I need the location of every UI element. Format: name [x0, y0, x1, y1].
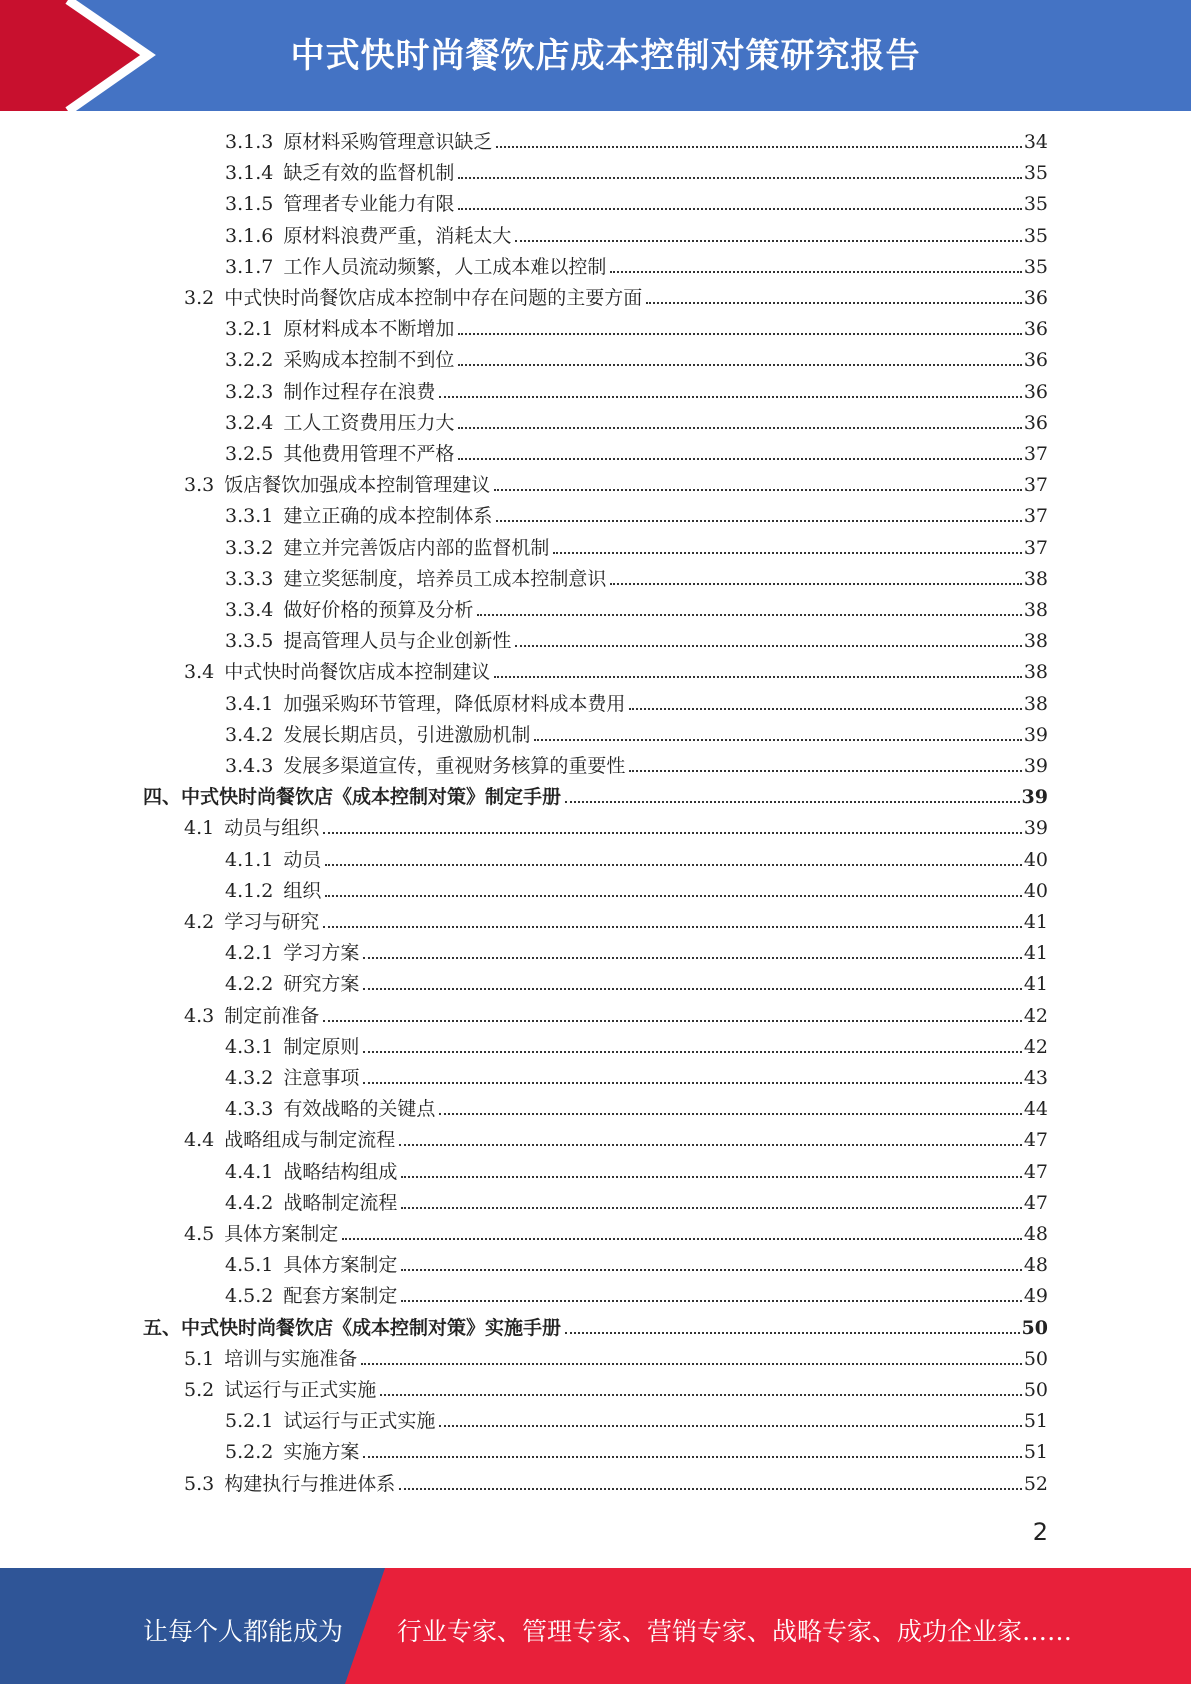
toc-entry-number: 4.3 [184, 1004, 215, 1027]
toc-entry-text: 制定原则 [283, 1035, 360, 1058]
toc-entry-title [225, 938, 359, 969]
toc-entry-page: 36 [1023, 349, 1048, 372]
toc-dot-leader [494, 676, 1022, 678]
toc-entry-text: 四、中式快时尚餐饮店《成本控制对策》制定手册 [143, 786, 562, 809]
toc-entry-title [225, 314, 454, 345]
toc-entry-number: 3.2.4 [225, 411, 274, 434]
report-title: 中式快时尚餐饮店成本控制对策研究报告 [290, 36, 921, 76]
toc-entry-page: 37 [1023, 474, 1048, 497]
toc-entry-number: 3.2 [184, 287, 215, 309]
toc-entry-text: 实施方案 [283, 1441, 360, 1464]
toc-entry[interactable] [225, 1188, 1048, 1219]
toc-entry-text: 原材料浪费严重，消耗太大 [283, 224, 512, 247]
toc-entry[interactable] [225, 314, 1048, 345]
toc-entry-page: 40 [1023, 879, 1048, 902]
toc-entry-number: 3.2.5 [225, 443, 274, 465]
toc-entry-text: 研究方案 [283, 973, 360, 996]
toc-entry[interactable] [225, 408, 1048, 439]
toc-entry-title [225, 252, 606, 283]
toc-entry-number: 3.2.3 [225, 380, 274, 403]
toc-entry[interactable] [184, 907, 1048, 938]
toc-entry[interactable] [184, 283, 1048, 314]
toc-entry-text: 饭店餐饮加强成本控制管理建议 [224, 474, 491, 497]
toc-entry-text: 采购成本控制不到位 [283, 349, 455, 372]
toc-entry-title [184, 1344, 357, 1375]
toc-dot-leader [363, 1082, 1021, 1084]
toc-dot-leader [458, 364, 1021, 366]
toc-entry-text: 动员 [283, 848, 322, 871]
toc-entry-page: 37 [1023, 536, 1048, 559]
toc-entry-text: 发展多渠道宣传，重视财务核算的重要性 [283, 755, 626, 777]
toc-entry-title [225, 439, 454, 470]
toc-entry-page: 43 [1023, 1067, 1048, 1089]
toc-entry-page: 36 [1023, 318, 1048, 341]
toc-entry-number: 4.1 [184, 817, 215, 840]
toc-entry[interactable] [225, 1032, 1048, 1063]
toc-entry-number: 4.4.1 [225, 1160, 274, 1183]
toc-entry-page: 39 [1023, 817, 1048, 840]
toc-entry-page: 38 [1023, 599, 1048, 621]
toc-dot-leader [325, 895, 1021, 897]
toc-entry-text: 制作过程存在浪费 [283, 380, 436, 403]
toc-entry-text: 培训与实施准备 [224, 1347, 358, 1370]
toc-entry[interactable] [225, 158, 1048, 189]
toc-entry-title [225, 1250, 397, 1281]
toc-entry-number: 5.1 [184, 1347, 215, 1370]
toc-entry-text: 原材料成本不断增加 [283, 318, 455, 341]
toc-entry-text: 工作人员流动频繁，人工成本难以控制 [283, 255, 607, 278]
toc-entry-number: 3.1.5 [225, 193, 274, 216]
toc-entry-page: 47 [1023, 1129, 1048, 1152]
toc-entry-title [225, 689, 625, 720]
toc-entry-number: 4.1.1 [225, 848, 274, 871]
toc-entry-text: 原材料采购管理意识缺乏 [283, 131, 493, 153]
toc-entry-number: 3.3.4 [225, 599, 274, 621]
toc-entry-page: 47 [1023, 1191, 1048, 1214]
toc-dot-leader [515, 645, 1021, 647]
toc-entry-page: 38 [1023, 630, 1048, 653]
toc-entry-page: 48 [1023, 1223, 1048, 1245]
toc-dot-leader [342, 1238, 1022, 1240]
toc-dot-leader [646, 302, 1022, 304]
page-header [0, 0, 1191, 111]
toc-entry[interactable] [225, 876, 1048, 907]
toc-entry-title [225, 595, 473, 626]
toc-entry-number: 4.5.2 [225, 1285, 274, 1308]
toc-entry-number: 3.4 [184, 661, 215, 684]
toc-entry-page: 41 [1023, 973, 1048, 996]
toc-dot-leader [399, 1488, 1022, 1490]
toc-entry[interactable] [225, 501, 1048, 532]
toc-dot-leader [363, 1051, 1021, 1053]
toc-entry[interactable] [143, 1313, 1048, 1344]
toc-entry-text: 战略组成与制定流程 [224, 1129, 396, 1152]
toc-entry-title [184, 470, 490, 501]
toc-entry-title [225, 1281, 397, 1312]
toc-dot-leader [439, 396, 1021, 398]
toc-entry-page: 48 [1023, 1254, 1048, 1277]
toc-entry-number: 4.2.1 [225, 942, 274, 965]
toc-entry-title [225, 845, 321, 876]
toc-entry[interactable] [225, 439, 1048, 470]
toc-entry-number: 3.3.2 [225, 536, 274, 559]
toc-entry-text: 工人工资费用压力大 [283, 411, 455, 434]
toc-entry-title [184, 1125, 395, 1156]
toc-entry-title [143, 1313, 561, 1344]
toc-dot-leader [629, 708, 1021, 710]
toc-entry-text: 中式快时尚餐饮店成本控制中存在问题的主要方面 [224, 287, 643, 309]
toc-entry-text: 学习方案 [283, 942, 360, 965]
toc-entry-number: 4.2 [184, 911, 215, 933]
toc-entry-number: 3.3.5 [225, 630, 274, 653]
toc-entry-number: 3.2.1 [225, 318, 274, 341]
toc-entry-page: 40 [1023, 848, 1048, 871]
toc-entry-page: 39 [1023, 723, 1048, 746]
toc-dot-leader [439, 1425, 1021, 1427]
toc-entry[interactable] [225, 626, 1048, 657]
toc-entry-title [225, 1063, 359, 1094]
toc-entry-title [225, 189, 454, 220]
toc-entry-page: 49 [1023, 1285, 1048, 1308]
toc-entry[interactable] [184, 657, 1048, 688]
toc-dot-leader [565, 1332, 1020, 1334]
toc-entry-page: 37 [1023, 505, 1048, 528]
toc-entry-page: 51 [1023, 1410, 1048, 1433]
toc-entry-text: 中式快时尚餐饮店成本控制建议 [224, 661, 491, 684]
toc-dot-leader [458, 333, 1021, 335]
toc-entry[interactable] [184, 813, 1048, 844]
toc-entry-text: 建立并完善饭店内部的监督机制 [283, 536, 550, 559]
toc-entry-text: 配套方案制定 [283, 1285, 398, 1308]
toc-entry-title [225, 969, 359, 1000]
toc-entry-text: 有效战略的关键点 [283, 1098, 436, 1121]
toc-entry-page: 38 [1023, 567, 1048, 590]
toc-entry[interactable] [225, 1250, 1048, 1281]
toc-entry[interactable] [225, 189, 1048, 220]
toc-entry-page: 38 [1023, 661, 1048, 684]
toc-entry-page: 47 [1023, 1160, 1048, 1183]
toc-entry-page: 36 [1023, 380, 1048, 403]
toc-dot-leader [553, 552, 1021, 554]
toc-entry[interactable] [225, 720, 1048, 751]
toc-entry-text: 具体方案制定 [224, 1223, 339, 1245]
toc-entry-page: 35 [1023, 255, 1048, 278]
toc-entry-text: 构建执行与推进体系 [224, 1472, 396, 1495]
toc-entry[interactable] [225, 751, 1048, 782]
toc-entry-text: 建立正确的成本控制体系 [283, 505, 493, 528]
toc-dot-leader [363, 957, 1021, 959]
toc-entry-page: 38 [1023, 692, 1048, 715]
toc-entry-number: 4.3.2 [225, 1067, 274, 1089]
toc-entry-title [225, 1157, 397, 1188]
toc-dot-leader [496, 520, 1021, 522]
toc-entry-title [143, 782, 561, 813]
toc-entry-text: 组织 [283, 879, 322, 902]
toc-entry-number: 3.1.4 [225, 162, 274, 185]
toc-entry-title [225, 533, 549, 564]
toc-entry[interactable] [184, 1469, 1048, 1500]
toc-dot-leader [477, 614, 1021, 616]
toc-entry[interactable] [184, 1219, 1048, 1250]
toc-dot-leader [401, 1300, 1021, 1302]
toc-entry-title [225, 221, 511, 252]
toc-entry-page: 37 [1023, 443, 1048, 465]
toc-dot-leader [323, 926, 1022, 928]
toc-entry-title [225, 408, 454, 439]
toc-entry-text: 其他费用管理不严格 [283, 443, 455, 465]
toc-entry-title [225, 1406, 435, 1437]
toc-entry-title [225, 751, 625, 782]
toc-entry-number: 5.3 [184, 1472, 215, 1495]
toc-entry-page: 42 [1023, 1035, 1048, 1058]
toc-entry-page: 42 [1023, 1004, 1048, 1027]
toc-entry-number: 3.1.3 [225, 131, 274, 153]
toc-entry-number: 4.3.1 [225, 1035, 274, 1058]
toc-entry[interactable] [225, 1406, 1048, 1437]
toc-entry-number: 3.4.1 [225, 692, 274, 715]
toc-entry[interactable] [225, 1281, 1048, 1312]
toc-entry-text: 试运行与正式实施 [224, 1379, 377, 1401]
toc-entry-title [225, 720, 530, 751]
toc-dot-leader [323, 1020, 1022, 1022]
toc-entry-number: 3.3.1 [225, 505, 274, 528]
toc-entry-title [184, 1469, 395, 1500]
toc-entry-number: 3.1.7 [225, 255, 274, 278]
toc-entry-title [184, 1219, 338, 1250]
toc-dot-leader [323, 832, 1022, 834]
toc-entry-text: 缺乏有效的监督机制 [283, 162, 455, 185]
toc-entry-page: 35 [1023, 224, 1048, 247]
toc-entry-page: 35 [1023, 193, 1048, 216]
toc-dot-leader [363, 988, 1021, 990]
footer-slogan-right: 行业专家、管理专家、营销专家、战略专家、成功企业家…… [397, 1617, 1073, 1646]
toc-dot-leader [458, 427, 1021, 429]
toc-entry[interactable] [225, 127, 1048, 158]
toc-dot-leader [515, 240, 1021, 242]
toc-entry[interactable] [225, 377, 1048, 408]
toc-entry-number: 3.3 [184, 474, 215, 497]
toc-dot-leader [565, 801, 1020, 803]
toc-entry-page: 41 [1023, 942, 1048, 965]
toc-entry[interactable] [225, 969, 1048, 1000]
toc-entry[interactable] [225, 345, 1048, 376]
toc-entry-number: 3.4.2 [225, 723, 274, 746]
toc-entry-text: 注意事项 [283, 1067, 360, 1089]
toc-dot-leader [496, 146, 1021, 148]
toc-entry-number: 4.2.2 [225, 973, 274, 996]
toc-entry[interactable] [184, 1344, 1048, 1375]
toc-dot-leader [458, 208, 1021, 210]
page-footer [0, 1568, 1191, 1684]
toc-dot-leader [534, 739, 1021, 741]
footer-slogan-left: 让每个人都能成为 [143, 1617, 344, 1646]
toc-entry-title [225, 1188, 397, 1219]
toc-entry-number: 4.5 [184, 1223, 215, 1245]
toc-entry[interactable] [225, 595, 1048, 626]
toc-entry-title [225, 1032, 359, 1063]
toc-dot-leader [401, 1269, 1021, 1271]
toc-entry-page: 41 [1023, 911, 1048, 933]
toc-entry-text: 建立奖惩制度，培养员工成本控制意识 [283, 567, 607, 590]
toc-dot-leader [458, 177, 1021, 179]
toc-entry[interactable] [225, 1094, 1048, 1125]
toc-entry-title [225, 876, 321, 907]
toc-entry-number: 3.3.3 [225, 567, 274, 590]
toc-entry-title [225, 345, 454, 376]
toc-entry-page: 50 [1021, 1316, 1048, 1339]
toc-entry-text: 动员与组织 [224, 817, 320, 840]
toc-entry-title [184, 657, 490, 688]
toc-entry-number: 4.3.3 [225, 1098, 274, 1121]
toc-entry[interactable] [225, 221, 1048, 252]
toc-entry-text: 战略结构组成 [283, 1160, 398, 1183]
toc-dot-leader [399, 1144, 1022, 1146]
toc-entry-title [225, 1437, 359, 1468]
toc-entry-title [225, 377, 435, 408]
toc-entry-page: 36 [1023, 411, 1048, 434]
toc-entry[interactable] [225, 689, 1048, 720]
toc-entry[interactable] [225, 1437, 1048, 1468]
toc-entry-page: 51 [1023, 1441, 1048, 1464]
toc-entry-title [184, 1375, 376, 1406]
toc-entry-number: 5.2.1 [225, 1410, 274, 1433]
toc-entry[interactable] [184, 1125, 1048, 1156]
toc-entry-text: 试运行与正式实施 [283, 1410, 436, 1433]
toc-dot-leader [610, 271, 1021, 273]
toc-entry-page: 35 [1023, 162, 1048, 185]
toc-dot-leader [363, 1456, 1021, 1458]
toc-entry-page: 39 [1021, 786, 1048, 809]
toc-entry-page: 36 [1023, 287, 1048, 309]
toc-entry-number: 3.4.3 [225, 755, 274, 777]
toc-entry-page: 39 [1023, 755, 1048, 777]
toc-dot-leader [380, 1394, 1022, 1396]
toc-entry[interactable] [184, 470, 1048, 501]
toc-entry-title [184, 283, 642, 314]
toc-entry[interactable] [225, 1157, 1048, 1188]
toc-entry-title [225, 501, 492, 532]
toc-entry-text: 具体方案制定 [283, 1254, 398, 1277]
toc-entry-number: 4.1.2 [225, 879, 274, 902]
toc-entry-title [184, 813, 319, 844]
toc-dot-leader [325, 864, 1021, 866]
toc-entry-title [225, 1094, 435, 1125]
toc-entry-title [184, 907, 319, 938]
toc-entry[interactable] [184, 1375, 1048, 1406]
toc-entry[interactable] [225, 564, 1048, 595]
toc-entry-number: 3.1.6 [225, 224, 274, 247]
toc-dot-leader [494, 489, 1022, 491]
toc-entry-number: 3.2.2 [225, 349, 274, 372]
toc-entry-page: 50 [1023, 1379, 1048, 1401]
toc-entry-page: 50 [1023, 1347, 1048, 1370]
toc-dot-leader [361, 1363, 1022, 1365]
toc-entry[interactable] [225, 252, 1048, 283]
page-number: 2 [1032, 1518, 1048, 1546]
toc-entry[interactable] [225, 938, 1048, 969]
toc-entry-text: 管理者专业能力有限 [283, 193, 455, 216]
toc-entry[interactable] [143, 782, 1048, 813]
toc-entry[interactable] [225, 533, 1048, 564]
toc-entry-title [225, 158, 454, 189]
toc-entry-number: 4.5.1 [225, 1254, 274, 1277]
toc-entry-text: 制定前准备 [224, 1004, 320, 1027]
toc-entry[interactable] [225, 845, 1048, 876]
toc-entry-page: 52 [1023, 1472, 1048, 1495]
toc-dot-leader [458, 458, 1021, 460]
toc-dot-leader [610, 583, 1021, 585]
toc-entry-text: 加强采购环节管理，降低原材料成本费用 [283, 692, 626, 715]
toc-dot-leader [401, 1176, 1021, 1178]
toc-entry-title [184, 1001, 319, 1032]
toc-entry-page: 34 [1023, 131, 1048, 153]
toc-entry-page: 44 [1023, 1098, 1048, 1121]
toc-entry-text: 五、中式快时尚餐饮店《成本控制对策》实施手册 [143, 1316, 562, 1339]
toc-entry-text: 提高管理人员与企业创新性 [283, 630, 512, 653]
toc-entry-number: 4.4 [184, 1129, 215, 1152]
toc-dot-leader [439, 1113, 1021, 1115]
toc-entry-text: 战略制定流程 [283, 1191, 398, 1214]
toc-entry[interactable] [184, 1001, 1048, 1032]
toc-entry-title [225, 564, 606, 595]
toc-entry-text: 发展长期店员，引进激励机制 [283, 723, 531, 746]
toc-dot-leader [629, 770, 1021, 772]
toc-entry-title [225, 127, 492, 158]
toc-entry-text: 做好价格的预算及分析 [283, 599, 474, 621]
toc-entry[interactable] [225, 1063, 1048, 1094]
toc-entry-number: 5.2 [184, 1379, 215, 1401]
toc-entry-text: 学习与研究 [224, 911, 320, 933]
toc-entry-title [225, 626, 511, 657]
toc-entry-number: 5.2.2 [225, 1441, 274, 1464]
toc-dot-leader [401, 1207, 1021, 1209]
toc-entry-number: 4.4.2 [225, 1191, 274, 1214]
